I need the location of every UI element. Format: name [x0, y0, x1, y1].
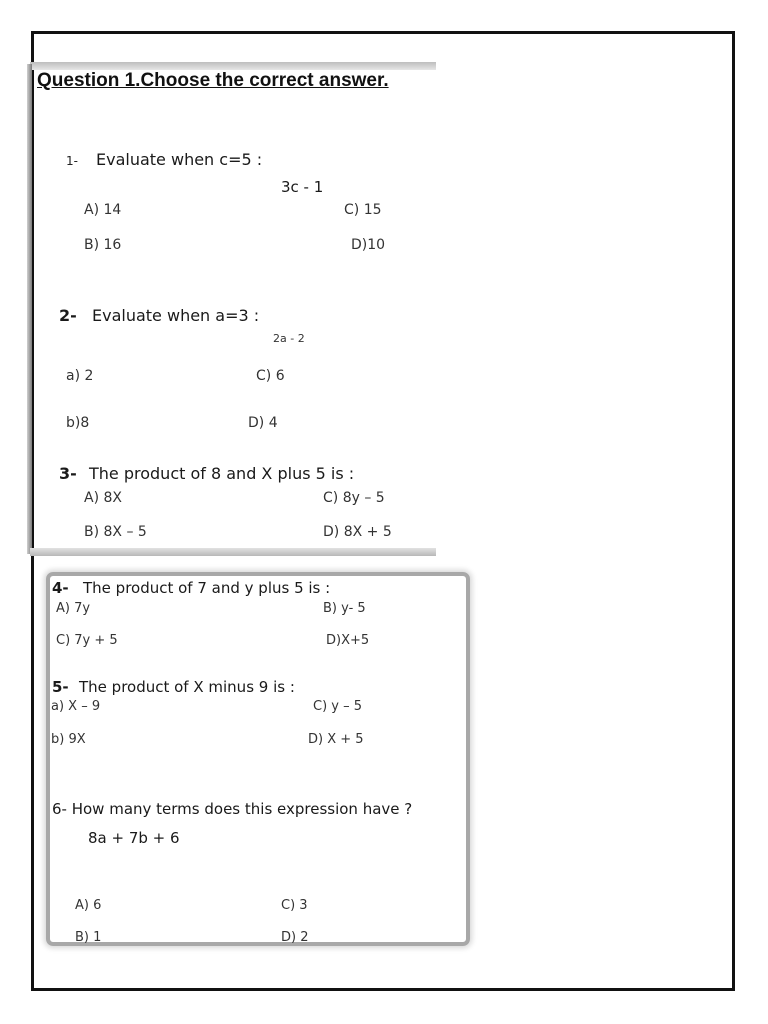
- q2-number: 2-: [59, 306, 77, 325]
- q5-option-d[interactable]: D) X + 5: [308, 732, 364, 747]
- q3-option-d[interactable]: D) 8X + 5: [323, 524, 392, 540]
- q3-option-b[interactable]: B) 8X – 5: [84, 524, 147, 540]
- q1-option-c[interactable]: C) 15: [344, 202, 382, 218]
- q1-text: Evaluate when c=5 :: [96, 150, 263, 169]
- q1-option-a[interactable]: A) 14: [84, 202, 122, 218]
- q6-option-b[interactable]: B) 1: [75, 930, 102, 945]
- q4-option-d[interactable]: D)X+5: [326, 633, 370, 648]
- q6-option-c[interactable]: C) 3: [281, 898, 308, 913]
- q6-option-d[interactable]: D) 2: [281, 930, 309, 945]
- q5-option-c[interactable]: C) y – 5: [313, 699, 363, 714]
- q2-option-a[interactable]: a) 2: [66, 368, 94, 384]
- q4-number: 4-: [52, 579, 69, 597]
- q5-option-b[interactable]: b) 9X: [51, 732, 86, 747]
- q6-text: 6- How many terms does this expression have ?: [52, 800, 413, 818]
- questions-4-6-box: [46, 572, 470, 946]
- q5-text: The product of X minus 9 is :: [79, 678, 295, 696]
- page-heading: Question 1.Choose the correct answer.: [37, 70, 389, 91]
- q4-option-a[interactable]: A) 7y: [56, 601, 91, 616]
- q3-number: 3-: [59, 464, 77, 483]
- q4-option-c[interactable]: C) 7y + 5: [56, 633, 118, 648]
- q1-option-d[interactable]: D)10: [351, 237, 386, 253]
- q3-option-c[interactable]: C) 8y – 5: [323, 490, 385, 506]
- scan-shadow-left: [27, 64, 32, 554]
- q1-expression: 3c - 1: [281, 178, 324, 196]
- q3-option-a[interactable]: A) 8X: [84, 490, 122, 506]
- q6-option-a[interactable]: A) 6: [75, 898, 102, 913]
- scan-shadow-bottom: [30, 548, 436, 556]
- q2-expression: 2a - 2: [273, 332, 305, 345]
- q2-option-c[interactable]: C) 6: [256, 368, 285, 384]
- q2-text: Evaluate when a=3 :: [92, 306, 260, 325]
- q4-option-b[interactable]: B) y- 5: [323, 601, 366, 616]
- q2-option-b[interactable]: b)8: [66, 415, 90, 431]
- q6-expression: 8a + 7b + 6: [88, 829, 180, 847]
- q3-text: The product of 8 and X plus 5 is :: [89, 464, 355, 483]
- q1-option-b[interactable]: B) 16: [84, 237, 122, 253]
- q1-number: 1-: [66, 154, 78, 168]
- q5-number: 5-: [52, 678, 69, 696]
- scan-shadow-top: [30, 62, 436, 70]
- q5-option-a[interactable]: a) X – 9: [51, 699, 101, 714]
- q2-option-d[interactable]: D) 4: [248, 415, 278, 431]
- q4-text: The product of 7 and y plus 5 is :: [83, 579, 331, 597]
